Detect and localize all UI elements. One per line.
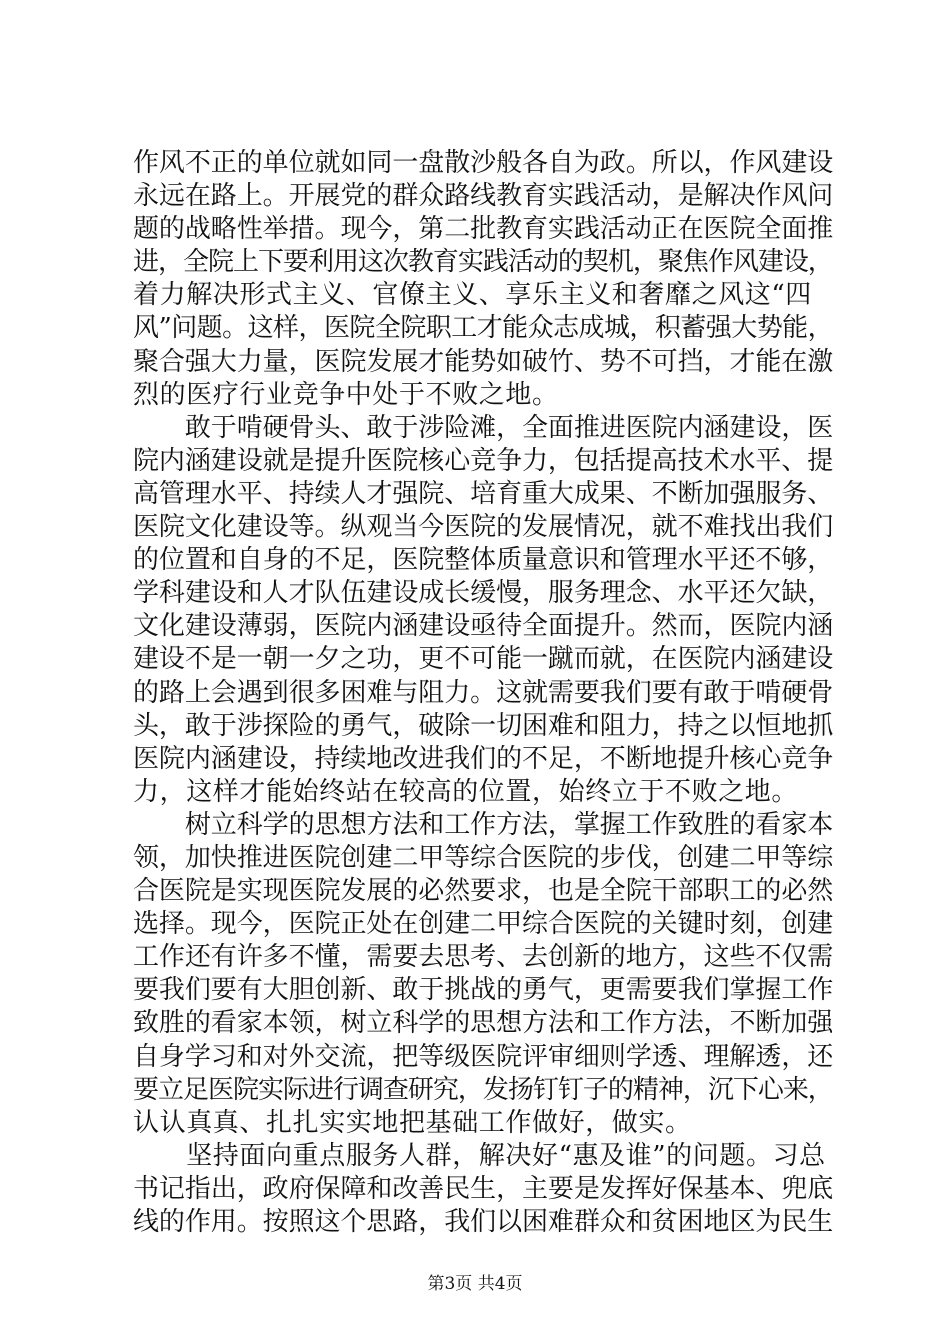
text-line: 头，敢于涉探险的勇气，破除一切困难和阻力，持之以恒地抓 xyxy=(133,710,834,741)
text-line: 医院文化建设等。纵观当今医院的发展情况，就不难找出我们 xyxy=(133,512,834,543)
text-line: 合医院是实现医院发展的必然要求，也是全院干部职工的必然 xyxy=(133,876,834,907)
text-line: 力，这样才能始终站在较高的位置，始终立于不败之地。 xyxy=(133,776,799,807)
text-line: 的路上会遇到很多困难与阻力。这就需要我们要有敢于啃硬骨 xyxy=(133,677,834,708)
text-line: 工作还有许多不懂，需要去思考、去创新的地方，这些不仅需 xyxy=(133,942,834,973)
text-line: 作风不正的单位就如同一盘散沙般各自为政。所以，作风建设 xyxy=(133,148,834,178)
text-line: 自身学习和对外交流，把等级医院评审细则学透、理解透，还 xyxy=(133,1041,834,1072)
text-line: 书记指出，政府保障和改善民生，主要是发挥好保基本、兜底 xyxy=(133,1173,834,1204)
text-line: 认认真真、扎扎实实地把基础工作做好，做实。 xyxy=(133,1107,692,1138)
text-line: 敢于啃硬骨头、敢于涉险滩，全面推进医院内涵建设，医 xyxy=(133,412,834,443)
text-line: 要立足医院实际进行调查研究，发扬钉钉子的精神，沉下心来， xyxy=(133,1074,833,1105)
text-line: 选择。现今，医院正处在创建二甲综合医院的关键时刻，创建 xyxy=(133,909,834,940)
text-line: 领，加快推进医院创建二甲等综合医院的步伐，创建二甲等综 xyxy=(133,842,834,873)
text-line: 坚持面向重点服务人群，解决好“惠及谁”的问题。习总 xyxy=(133,1140,826,1171)
text-line: 院内涵建设就是提升医院核心竞争力，包括提高技术水平、提 xyxy=(133,445,834,476)
text-line: 致胜的看家本领，树立科学的思想方法和工作方法，不断加强 xyxy=(133,1008,834,1039)
text-line: 风”问题。这样，医院全院职工才能众志成城，积蓄强大势能， xyxy=(133,313,834,344)
text-line: 烈的医疗行业竞争中处于不败之地。 xyxy=(133,379,559,410)
body-text xyxy=(133,147,833,1239)
page-footer: 第3页 共4页 xyxy=(427,1274,523,1294)
text-line: 线的作用。按照这个思路，我们以困难群众和贫困地区为民生 xyxy=(133,1207,834,1237)
text-line: 要我们要有大胆创新、敢于挑战的勇气，更需要我们掌握工作 xyxy=(133,975,834,1006)
text-line: 进，全院上下要利用这次教育实践活动的契机，聚焦作风建设， xyxy=(133,247,833,278)
text-line: 的位置和自身的不足，医院整体质量意识和管理水平还不够， xyxy=(133,545,834,576)
text-line: 建设不是一朝一夕之功，更不可能一蹴而就，在医院内涵建设 xyxy=(133,644,834,675)
text-line: 题的战略性举措。现今，第二批教育实践活动正在医院全面推 xyxy=(133,214,834,245)
text-line: 学科建设和人才队伍建设成长缓慢，服务理念、水平还欠缺， xyxy=(133,578,834,609)
text-line: 文化建设薄弱，医院内涵建设亟待全面提升。然而，医院内涵 xyxy=(133,611,834,642)
text-line: 聚合强大力量，医院发展才能势如破竹、势不可挡，才能在激 xyxy=(133,346,834,377)
text-line: 高管理水平、持续人才强院、培育重大成果、不断加强服务、 xyxy=(133,478,834,509)
text-line: 医院内涵建设，持续地改进我们的不足，不断地提升核心竞争 xyxy=(133,743,834,774)
text-line: 着力解决形式主义、官僚主义、享乐主义和奢靡之风这“四 xyxy=(133,280,812,311)
text-line: 永远在路上。开展党的群众路线教育实践活动，是解决作风问 xyxy=(133,181,834,212)
text-line: 树立科学的思想方法和工作方法，掌握工作致胜的看家本 xyxy=(133,809,834,840)
